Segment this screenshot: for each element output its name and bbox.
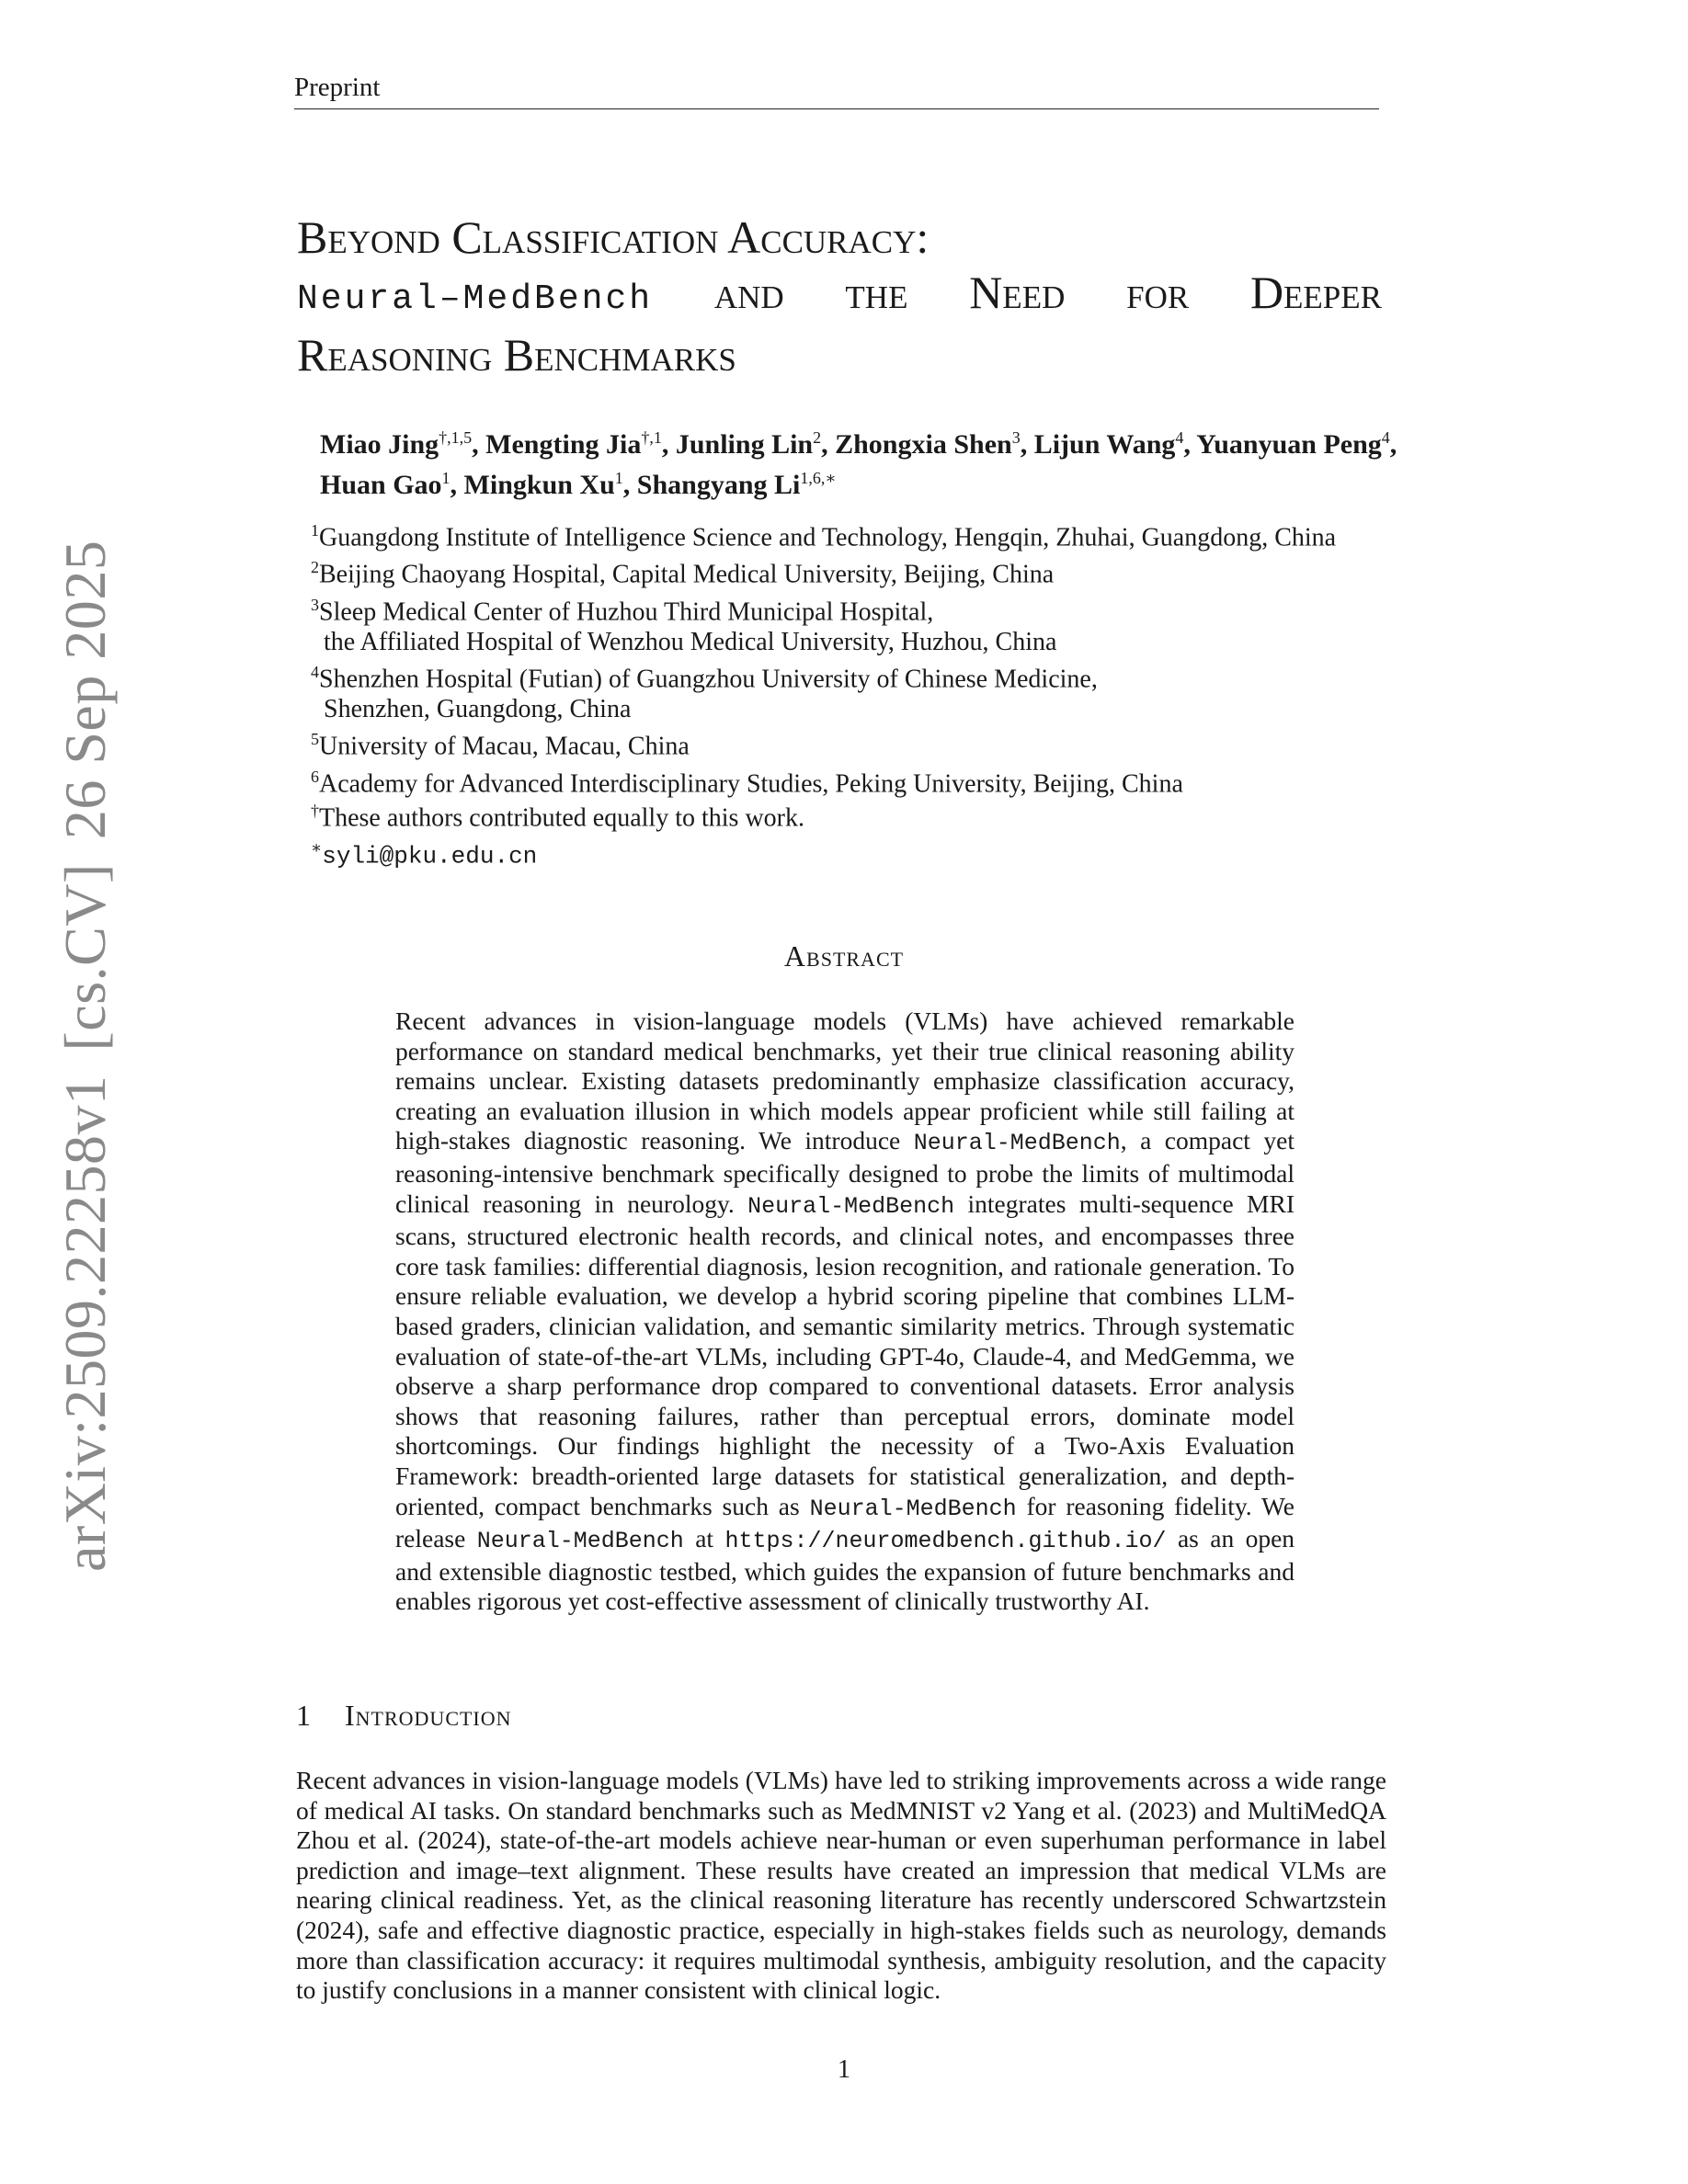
author-name: Junling Lin — [675, 429, 814, 460]
affiliation-text: the Affiliated Hospital of Wenzhou Medical University, Huzhou, China — [324, 627, 1057, 656]
affiliation-line — [311, 724, 1432, 761]
benchmark-name: Neural-MedBench — [476, 1528, 684, 1555]
running-header — [294, 72, 1379, 109]
affiliation-text: University of Macau, Macau, China — [319, 732, 690, 761]
affiliation-text: Guangdong Institute of Intelligence Science and Technology, Hengqin, Zhuhai, Guangdong, China — [319, 523, 1337, 552]
author — [835, 429, 1021, 460]
title-benchmark-name: Neural–MedBench — [297, 279, 654, 319]
affiliation-text: Sleep Medical Center of Huzhou Third Municipal Hospital, — [319, 597, 934, 626]
author-affiliation-marks: 4 — [1381, 428, 1390, 447]
page-number: 1 — [838, 2055, 850, 2084]
affiliation-number: 2 — [311, 558, 319, 577]
author-list: Miao Jing$^{\dagger,1,5}$, Mengting Jia$^{\dagger,1}$, Junling Lin$^2$, Zhongxia Shen$^3$, Lijun Wang$^4$, Yuanyuan Peng$^4$, Huan Gao$^1$, Mingkun Xu$^1$, Shangyang $Li^{1,6,∗}$ — [320, 428, 1397, 500]
header-rule — [294, 108, 1379, 109]
author-name: Mingkun Xu — [463, 470, 615, 500]
author — [1196, 429, 1389, 460]
author-name: Zhongxia Shen — [835, 429, 1012, 460]
abstract-body: Recent advances in vision-language models (VLMs) have achieved remarkable performance on standard medical benchmarks, yet their true clinical reasoning ability remains unclear. Existing datasets predominantly emphasize classification accuracy, creating an evaluation illusion in which models appear proficient while still failing at high-stakes diagnostic reasoning. We introduce Neural-MedBench, a compact yet reasoning-intensive benchmark specifically designed to probe the limits of multimodal clinical reasoning in neurology. Neural-MedBench integrates multi-sequence MRI scans, structured electronic health records, and clinical notes, and encompasses three core task families: differential diagnosis, lesion recognition, and rationale generation. To ensure reliable evaluation, we develop a hybrid scoring pipeline that combines LLM-based graders, clinician validation, and semantic similarity metrics. Through systematic evaluation of state-of-the-art VLMs, including GPT-4o, Claude-4, and MedGemma, we observe a sharp performance drop compared to conventional datasets. Error analysis shows that reasoning failures, rather than perceptual errors, dominate model shortcomings. Our findings highlight the necessity of a Two-Axis Evaluation Framework: breadth-oriented large datasets for statistical generalization, and depth-oriented, compact benchmarks such as Neural-MedBench for reasoning fidelity. We release Neural-MedBench at https://neuromedbench.github.io/ as an open and extensible diagnostic testbed, which guides the expansion of future benchmarks and enables rigorous yet cost-effective assessment of clinically trustworthy AI. — [395, 1007, 1295, 1616]
affiliation-line — [311, 694, 1432, 724]
running-head: Preprint — [294, 73, 381, 102]
section-number: 1 — [296, 1699, 312, 1732]
affiliation-text: Academy for Advanced Interdisciplinary Studies, Peking University, Beijing, China — [319, 768, 1183, 798]
arxiv-id[interactable]: arXiv:2509.22258v1 — [52, 1075, 118, 1572]
author-affiliation-marks: †,1 — [641, 428, 662, 447]
paper-title — [297, 210, 1382, 382]
title-line-2-rest: and the Need for Deeper — [713, 267, 1383, 318]
affiliation-line — [311, 762, 1432, 799]
affiliation-number: 4 — [311, 662, 319, 681]
author — [320, 429, 472, 460]
affiliation-line — [311, 657, 1432, 694]
intro-paragraph: Recent advances in vision-language models (VLMs) have led to striking improvements across a wide range of medical AI tasks. On standard benchmarks such as MedMNIST v2 Yang et al. (2023) and MultiMedQA Zhou et al. (2024), state-of-the-art models achieve near-human or even superhuman performance in label prediction and image–text alignment. These results have created an impression that medical VLMs are nearing clinical readiness. Yet, as the clinical reasoning literature has recently underscored Schwartzstein (2024), safe and effective diagnostic practice, especially in high-stakes fields such as neurology, demands more than classification accuracy: it requires multimodal synthesis, ambiguity resolution, and the capacity to justify conclusions in a manner consistent with clinical logic. — [296, 1766, 1386, 2005]
benchmark-name: Neural-MedBench — [809, 1495, 1017, 1522]
author-name: Yuanyuan Peng — [1196, 429, 1382, 460]
affiliation-line — [311, 552, 1432, 589]
author — [1034, 429, 1184, 460]
author-name: Huan Gao — [320, 470, 442, 500]
affiliation-line — [311, 627, 1432, 657]
affiliation-text: Beijing Chaoyang Hospital, Capital Medical University, Beijing, China — [319, 560, 1055, 589]
project-url-link[interactable]: https://neuromedbench.github.io/ — [724, 1528, 1167, 1555]
author — [464, 470, 623, 500]
author — [676, 429, 821, 460]
benchmark-name: Neural-MedBench — [913, 1130, 1121, 1157]
affiliation-line — [311, 516, 1432, 552]
author-affiliation-marks: 1 — [441, 469, 451, 487]
author-affiliation-marks: 1 — [614, 469, 623, 487]
abstract-heading: Abstract — [783, 939, 905, 973]
equal-contribution-note: †These authors contributed equally to this work. — [311, 802, 804, 833]
author — [485, 429, 662, 460]
title-line-1: Beyond Classification Accuracy: — [297, 211, 930, 263]
author-notes — [311, 796, 1230, 872]
section-title: Introduction — [345, 1699, 512, 1732]
author-affiliation-marks: †,1,5 — [439, 428, 473, 447]
affiliation-list — [311, 516, 1432, 799]
affiliation-text: Shenzhen Hospital (Futian) of Guangzhou University of Chinese Medicine, — [319, 665, 1098, 694]
affiliation-number: 6 — [311, 767, 319, 786]
author-name: Lijun Wang — [1033, 429, 1176, 460]
affiliation-line — [311, 590, 1432, 627]
title-line-3: Reasoning Benchmarks — [297, 329, 736, 381]
arxiv-stamp — [51, 517, 120, 1572]
arxiv-category: [cs.CV] — [52, 863, 118, 1052]
affiliation-number: 3 — [311, 595, 319, 614]
author — [320, 470, 451, 500]
author-affiliation-marks: 1,6,∗ — [800, 469, 837, 487]
email-link[interactable]: syli@pku.edu.cn — [322, 842, 538, 870]
author-affiliation-marks: 3 — [1011, 428, 1021, 447]
title-line-2 — [297, 265, 1382, 327]
author-name: Miao Jing — [320, 429, 439, 460]
dagger-mark: † — [311, 802, 319, 820]
author-affiliation-marks: 2 — [813, 428, 822, 447]
corresponding-email — [311, 833, 1230, 871]
arxiv-date: 26 Sep 2025 — [52, 540, 118, 840]
affiliation-number: 1 — [311, 521, 319, 540]
intro-heading — [296, 1699, 512, 1733]
author-affiliation-marks: 4 — [1175, 428, 1184, 447]
benchmark-name: Neural-MedBench — [747, 1192, 955, 1220]
author-name: Shangyang Li — [636, 470, 801, 500]
author — [637, 470, 837, 500]
asterisk-mark: ∗ — [311, 838, 323, 858]
affiliation-text: Shenzhen, Guangdong, China — [324, 695, 632, 724]
author-name: Mengting Jia — [485, 429, 642, 460]
affiliation-number: 5 — [311, 730, 319, 749]
